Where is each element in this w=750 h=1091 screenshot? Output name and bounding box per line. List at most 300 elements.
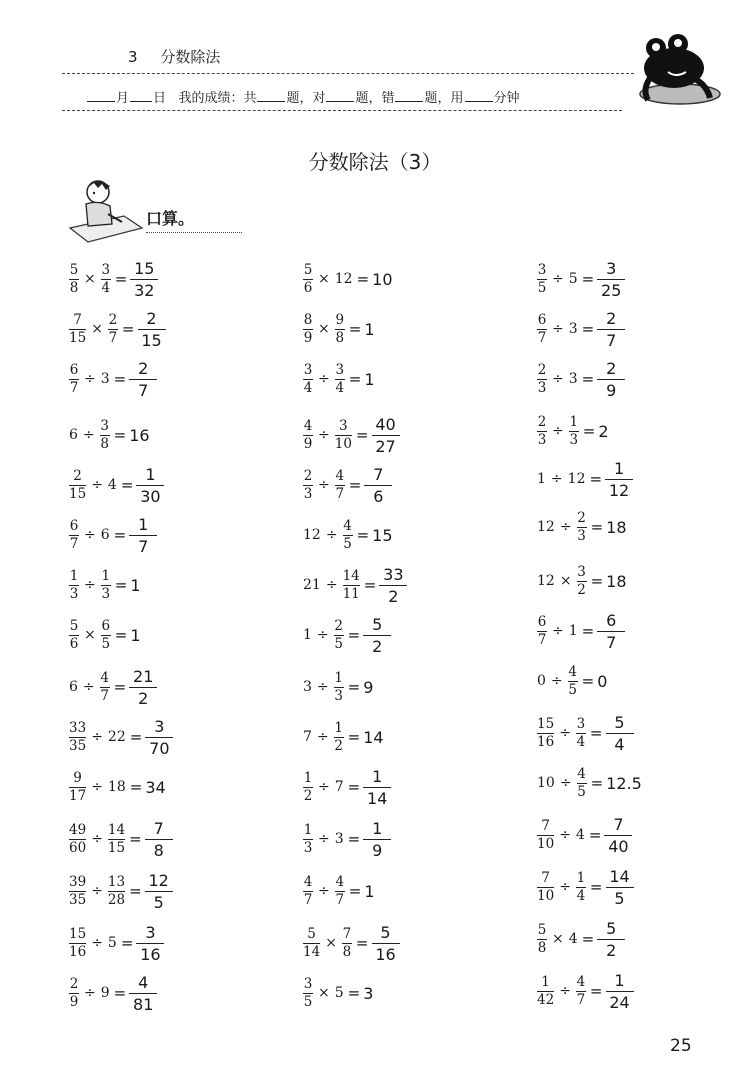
answer-denominator: 15: [141, 330, 162, 350]
operator: ÷: [82, 679, 95, 695]
answer-denominator: 2: [372, 636, 383, 656]
equals-sign: =: [356, 270, 370, 288]
answer-numerator: 21: [133, 666, 154, 686]
numerator: 8: [303, 311, 313, 328]
answer-value: 12.5: [606, 773, 642, 793]
answer-fraction: [130, 259, 158, 300]
equals-sign: =: [348, 320, 362, 338]
answer-denominator: 16: [375, 944, 396, 964]
equals-sign: =: [114, 626, 128, 644]
fraction: [303, 875, 313, 908]
denominator: 42: [537, 991, 555, 1008]
denominator: 5: [303, 993, 313, 1010]
answer-denominator: 4: [614, 734, 625, 754]
answer-numerator: 1: [145, 464, 156, 484]
problem-item: [68, 462, 164, 508]
equals-sign: =: [347, 778, 361, 796]
numerator: 3: [101, 261, 111, 278]
problem-item: [302, 714, 384, 760]
numerator: 4: [343, 517, 352, 534]
denominator: 5: [101, 635, 111, 652]
problem-item: [536, 408, 609, 454]
operator: ÷: [318, 427, 330, 443]
fraction: [69, 771, 86, 804]
denominator: 8: [69, 279, 79, 296]
integer: 3: [303, 679, 312, 695]
answer-value: 15: [372, 525, 393, 545]
numerator: 2: [577, 509, 586, 526]
answer-numerator: 4: [138, 972, 149, 992]
problem-item: [536, 504, 627, 550]
operator: ÷: [552, 423, 564, 439]
answer-numerator: 3: [154, 716, 165, 736]
answer-numerator: 1: [614, 970, 625, 990]
answer-numerator: 2: [138, 358, 149, 378]
numerator: 15: [537, 715, 555, 732]
numerator: 6: [537, 311, 547, 328]
denominator: 10: [537, 835, 555, 852]
numerator: 1: [101, 567, 111, 584]
answer-denominator: 27: [375, 436, 396, 456]
problem-item: [302, 868, 375, 914]
answer-numerator: 3: [145, 922, 156, 942]
answer-fraction: [606, 867, 634, 908]
numerator: 2: [108, 311, 118, 328]
answer-numerator: 12: [148, 870, 169, 890]
answer-numerator: 7: [373, 464, 384, 484]
denominator: 5: [577, 783, 586, 800]
numerator: 33: [69, 719, 87, 736]
integer: 3: [334, 831, 344, 847]
integer: 18: [107, 779, 126, 795]
denominator: 28: [107, 891, 126, 908]
operator: ÷: [91, 729, 103, 745]
answer-numerator: 2: [146, 308, 157, 328]
integer: 21: [303, 577, 321, 593]
fraction: [576, 717, 586, 750]
fraction: [335, 875, 345, 908]
answer-numerator: 1: [372, 818, 383, 838]
problem-item: [68, 714, 173, 760]
integer: 3: [568, 321, 578, 337]
numerator: 49: [69, 821, 87, 838]
section-label: 口算。: [146, 209, 195, 228]
answer-numerator: 7: [613, 814, 624, 834]
denominator: 7: [69, 535, 79, 552]
answer-denominator: 9: [372, 840, 383, 860]
problem-item: [302, 816, 391, 862]
problem-item: [68, 764, 166, 810]
numerator: 3: [100, 417, 109, 434]
operator: ×: [318, 985, 330, 1001]
answer-numerator: 5: [380, 922, 391, 942]
total-blank[interactable]: [257, 89, 285, 102]
numerator: 1: [569, 413, 579, 430]
answer-bar: [363, 635, 391, 636]
answer-numerator: 1: [613, 458, 625, 478]
integer: 1: [537, 471, 546, 487]
answer-fraction: [145, 717, 173, 758]
denominator: 7: [69, 379, 79, 396]
operator: ×: [318, 321, 330, 337]
numerator: 2: [303, 467, 313, 484]
problem-item: [536, 760, 642, 806]
operator: ÷: [318, 883, 330, 899]
numerator: 4: [335, 467, 345, 484]
denominator: 6: [303, 279, 313, 296]
answer-fraction: [129, 515, 157, 556]
numerator: 2: [537, 361, 547, 378]
problem-item: [536, 658, 607, 704]
fraction: [100, 671, 110, 704]
integer: 7: [334, 779, 344, 795]
denominator: 5: [568, 681, 577, 698]
integer: 12: [303, 527, 321, 543]
denominator: 7: [537, 631, 547, 648]
denominator: 15: [69, 329, 87, 346]
answer-denominator: 9: [606, 380, 617, 400]
answer-bar: [145, 737, 173, 738]
denominator: 3: [69, 585, 79, 602]
fraction: [343, 519, 353, 552]
answer-numerator: 15: [134, 258, 155, 278]
numerator: 3: [335, 361, 345, 378]
operator: ÷: [318, 371, 330, 387]
answer-denominator: 70: [149, 738, 170, 758]
numerator: 3: [576, 715, 586, 732]
answer-denominator: 14: [367, 788, 388, 808]
answer-numerator: 40: [375, 414, 396, 434]
equals-sign: =: [590, 774, 604, 792]
numerator: 9: [73, 769, 82, 786]
fraction: [335, 419, 352, 452]
problem-item: [68, 816, 173, 862]
chapter-heading: [128, 46, 220, 67]
numerator: 3: [303, 975, 313, 992]
numerator: 5: [69, 617, 79, 634]
equals-sign: =: [590, 518, 604, 536]
equals-sign: =: [348, 476, 362, 494]
answer-denominator: 32: [134, 280, 155, 300]
answer-fraction: [129, 973, 157, 1014]
month-blank[interactable]: [87, 89, 115, 102]
fraction: [108, 313, 118, 346]
integer: 10: [537, 775, 555, 791]
problem-item: [68, 512, 157, 558]
fraction: [108, 875, 125, 908]
integer: 12: [537, 519, 555, 535]
equals-sign: =: [589, 878, 603, 896]
answer-bar: [129, 379, 157, 380]
answer-value: 9: [363, 677, 374, 697]
operator: ×: [552, 931, 564, 947]
fraction: [69, 927, 86, 960]
answer-denominator: 2: [138, 688, 149, 708]
operator: ÷: [559, 879, 571, 895]
fraction: [577, 565, 587, 598]
answer-denominator: 25: [601, 280, 622, 300]
answer-numerator: 2: [606, 308, 617, 328]
denominator: 9: [303, 435, 313, 452]
operator: ÷: [91, 779, 103, 795]
numerator: 1: [334, 719, 343, 736]
answer-fraction: [379, 565, 407, 606]
operator: ÷: [559, 827, 571, 843]
answer-fraction: [363, 615, 391, 656]
answer-denominator: 7: [138, 380, 149, 400]
problem-item: [68, 920, 164, 966]
integer: 7: [303, 729, 312, 745]
operator: ÷: [559, 519, 572, 535]
problem-item: [68, 256, 158, 302]
equals-sign: =: [363, 576, 377, 594]
operator: ÷: [559, 775, 572, 791]
answer-bar: [130, 279, 158, 280]
problem-item: [302, 920, 400, 966]
numerator: 1: [303, 821, 313, 838]
fraction: [576, 871, 586, 904]
integer: 6: [69, 427, 78, 443]
section-underline: [146, 232, 242, 233]
answer-fraction: [145, 819, 173, 860]
operator: ÷: [552, 623, 564, 639]
operator: ÷: [91, 477, 103, 493]
equals-sign: =: [129, 830, 142, 848]
answer-denominator: 16: [140, 944, 161, 964]
time-blank[interactable]: [465, 89, 493, 102]
numerator: 2: [73, 467, 82, 484]
answer-fraction: [136, 465, 164, 506]
numerator: 1: [541, 973, 550, 990]
equals-sign: =: [356, 526, 370, 544]
denominator: 7: [537, 329, 547, 346]
operator: ×: [91, 321, 103, 337]
problem-item: [302, 306, 375, 352]
answer-bar: [364, 485, 392, 486]
answer-value: 14: [363, 727, 384, 747]
score-line: [86, 87, 520, 106]
equals-sign: =: [129, 882, 142, 900]
problem-item: [302, 664, 373, 710]
answer-numerator: 3: [606, 258, 617, 278]
denominator: 7: [335, 891, 345, 908]
problem-item: [536, 710, 634, 756]
operator: ÷: [316, 679, 329, 695]
equals-sign: =: [348, 882, 362, 900]
integer: 1: [568, 623, 578, 639]
operator: ÷: [318, 477, 330, 493]
equals-sign: =: [347, 626, 361, 644]
fraction: [334, 619, 344, 652]
problem-item: [536, 356, 625, 402]
fraction: [69, 569, 79, 602]
frog-mascot-icon: [628, 28, 728, 110]
denominator: 3: [577, 527, 586, 544]
denominator: 3: [101, 585, 111, 602]
answer-denominator: 8: [153, 840, 164, 860]
problem-item: [68, 970, 157, 1016]
integer: 12: [537, 573, 555, 589]
fraction: [537, 263, 547, 296]
denominator: 3: [537, 379, 547, 396]
wrong-blank[interactable]: [395, 89, 423, 102]
problem-item: [302, 562, 407, 608]
denominator: 35: [69, 891, 87, 908]
numerator: 6: [537, 613, 547, 630]
answer-bar: [604, 835, 632, 836]
page-number: 25: [670, 1036, 692, 1056]
denominator: 5: [343, 535, 352, 552]
numerator: 5: [69, 261, 79, 278]
operator: ÷: [316, 627, 329, 643]
problem-item: [68, 562, 141, 608]
problem-item: [68, 306, 166, 352]
fraction: [101, 619, 111, 652]
denominator: 10: [537, 887, 555, 904]
equals-sign: =: [114, 576, 128, 594]
fraction: [69, 823, 86, 856]
fraction: [537, 871, 554, 904]
fraction: [303, 927, 320, 960]
equals-sign: =: [347, 678, 361, 696]
answer-fraction: [136, 923, 164, 964]
numerator: 6: [69, 517, 79, 534]
problem-item: [536, 812, 632, 858]
fraction: [343, 569, 360, 602]
operator: ÷: [552, 271, 564, 287]
score-label-day: 日: [153, 91, 167, 106]
answer-bar: [138, 329, 166, 330]
student-writing-icon: [68, 178, 144, 244]
equals-sign: =: [581, 622, 595, 640]
equals-sign: =: [114, 270, 128, 288]
equals-sign: =: [129, 778, 143, 796]
fraction: [69, 875, 86, 908]
answer-numerator: 14: [609, 866, 630, 886]
fraction: [69, 469, 86, 502]
denominator: 6: [69, 635, 79, 652]
denominator: 4: [303, 379, 313, 396]
denominator: 8: [335, 329, 345, 346]
equals-sign: =: [589, 470, 603, 488]
denominator: 4: [576, 887, 586, 904]
equals-sign: =: [121, 320, 135, 338]
fraction: [335, 363, 345, 396]
answer-numerator: 2: [606, 358, 617, 378]
answer-fraction: [597, 309, 625, 350]
answer-value: 0: [597, 671, 608, 691]
denominator: 7: [576, 991, 586, 1008]
answer-fraction: [129, 359, 157, 400]
operator: ×: [84, 627, 96, 643]
denominator: 7: [108, 329, 118, 346]
answer-numerator: 7: [153, 818, 164, 838]
answer-bar: [606, 733, 634, 734]
answer-value: 1: [364, 369, 375, 389]
answer-denominator: 7: [138, 536, 149, 556]
problem-item: [302, 256, 393, 302]
answer-bar: [372, 943, 400, 944]
fraction: [537, 923, 547, 956]
operator: ÷: [550, 673, 563, 689]
chapter-title: 分数除法: [160, 48, 221, 66]
operator: ÷: [550, 471, 563, 487]
problem-item: [68, 664, 157, 710]
integer: 9: [100, 985, 110, 1001]
day-blank[interactable]: [130, 89, 152, 102]
operator: ÷: [559, 725, 571, 741]
fraction: [69, 977, 79, 1010]
numerator: 13: [107, 873, 126, 890]
numerator: 14: [107, 821, 126, 838]
operator: ÷: [325, 527, 338, 543]
denominator: 8: [342, 943, 352, 960]
numerator: 1: [334, 669, 343, 686]
denominator: 5: [334, 635, 343, 652]
equals-sign: =: [113, 984, 127, 1002]
denominator: 7: [303, 891, 313, 908]
denominator: 9: [303, 329, 313, 346]
problem-item: [302, 412, 400, 458]
score-label-time: 题，用: [424, 91, 464, 106]
numerator: 4: [335, 873, 345, 890]
problem-item: [302, 512, 393, 558]
numerator: 4: [568, 663, 577, 680]
equals-sign: =: [355, 426, 369, 444]
header-divider-top: [62, 73, 634, 74]
denominator: 5: [537, 279, 547, 296]
answer-fraction: [597, 259, 625, 300]
equals-sign: =: [590, 572, 604, 590]
denominator: 4: [335, 379, 345, 396]
fraction: [537, 819, 554, 852]
fraction: [69, 619, 79, 652]
denominator: 3: [569, 431, 579, 448]
numerator: 2: [69, 975, 79, 992]
integer: 22: [107, 729, 126, 745]
score-label-total: 我的成绩：共: [178, 91, 257, 106]
answer-fraction: [129, 667, 157, 708]
denominator: 3: [303, 485, 313, 502]
denominator: 4: [101, 279, 111, 296]
answer-value: 10: [372, 269, 393, 289]
numerator: 7: [541, 817, 550, 834]
answer-fraction: [138, 309, 166, 350]
numerator: 2: [537, 413, 547, 430]
answer-fraction: [145, 871, 173, 912]
problem-item: [302, 970, 373, 1016]
answer-numerator: 1: [372, 766, 383, 786]
answer-denominator: 6: [373, 486, 384, 506]
problem-item: [302, 462, 392, 508]
correct-blank[interactable]: [326, 89, 354, 102]
fraction: [303, 419, 313, 452]
fraction: [303, 263, 313, 296]
fraction: [568, 665, 578, 698]
problem-item: [68, 868, 173, 914]
operator: ÷: [91, 935, 103, 951]
answer-fraction: [597, 359, 625, 400]
equals-sign: =: [120, 934, 134, 952]
answer-bar: [129, 687, 157, 688]
answer-bar: [606, 991, 634, 992]
numerator: 3: [577, 563, 586, 580]
answer-bar: [597, 939, 625, 940]
score-label-minutes: 分钟: [493, 91, 520, 106]
denominator: 7: [100, 687, 109, 704]
answer-bar: [363, 787, 391, 788]
numerator: 4: [303, 873, 313, 890]
